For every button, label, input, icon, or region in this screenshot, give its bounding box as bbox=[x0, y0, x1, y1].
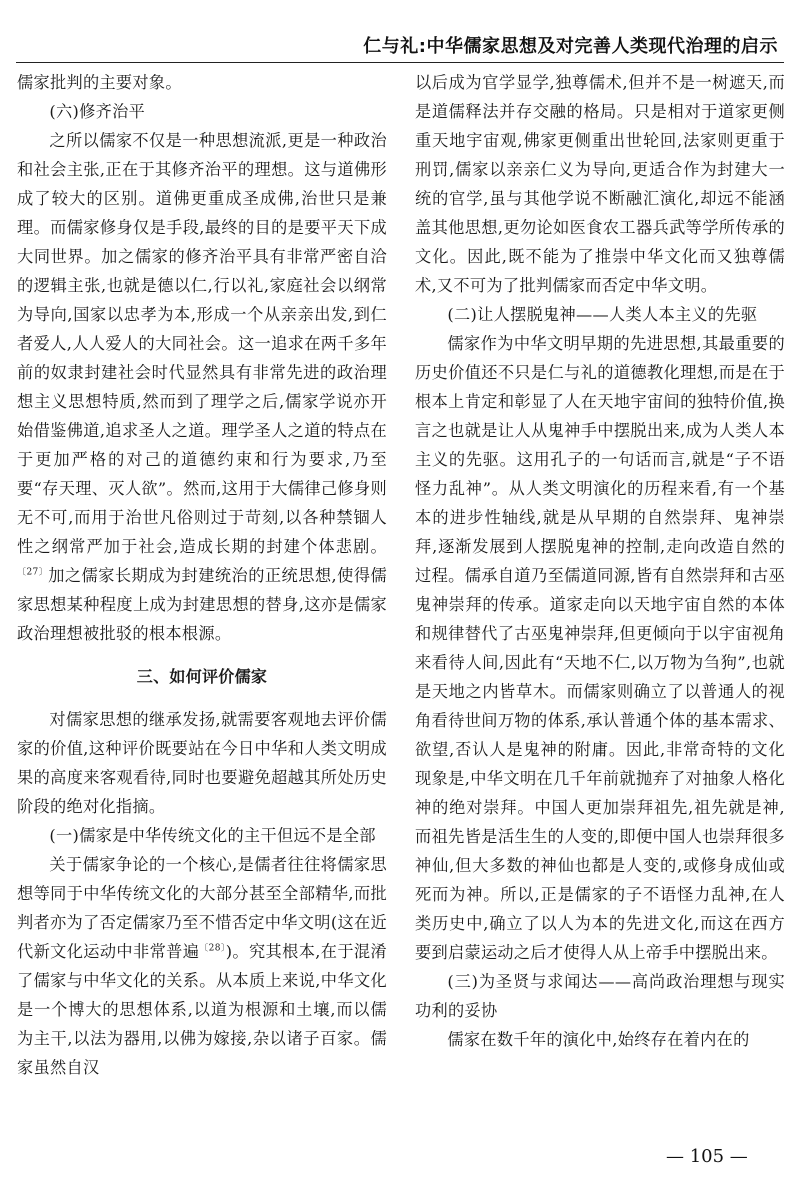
paragraph-text: )。究其根本,在于混淆了儒家与中华文化的关系。从本质上来说,中华文化是一个博大的思想体系,以道为根源和土壤,而以儒为主干,以法为器用,以佛为嫁接,杂以诸子百家。儒家虽然自汉 bbox=[17, 942, 387, 1077]
paragraph bbox=[17, 126, 387, 648]
section-heading: 三、如何评价儒家 bbox=[136, 667, 268, 686]
subsection-title-2: (二)让人摆脱鬼神——人类人本主义的先驱 bbox=[447, 305, 758, 324]
paragraph-continued: 以后成为官学显学,独尊儒术,但并不是一树遮天,而是道儒释法并存交融的格局。只是相对于道家更侧重天地宇宙观,佛家更侧重出世轮回,法家则更重于刑罚,儒家以亲亲仁义为导向,更适合作为封建大一统的官学,虽与其他学说不断融汇演化,却远不能涵盖其他思想,更勿论如医食农工器兵武等学所传承的文化。因此,既不能为了推崇中华文化而又独尊儒术,又不可为了批判儒家而否定中华文明。 bbox=[415, 73, 785, 295]
running-header bbox=[0, 0, 800, 62]
left-column bbox=[17, 68, 387, 1082]
subsection-title-6: (六)修齐治平 bbox=[49, 102, 146, 121]
subsection-title-1: (一)儒家是中华传统文化的主干但远不是全部 bbox=[49, 826, 376, 845]
paragraph-continued: 儒家批判的主要对象。 bbox=[17, 73, 182, 92]
footnote-ref: 〔27〕 bbox=[17, 567, 49, 578]
paragraph: 对儒家思想的继承发扬,就需要客观地去评价儒家的价值,这种评价既要站在今日中华和人类文明成果的高度来客观看待,同时也要避免超越其所处历史阶段的绝对化指摘。 bbox=[17, 710, 387, 816]
running-title: 仁与礼:中华儒家思想及对完善人类现代治理的启示 bbox=[363, 36, 778, 57]
footnote-ref: 〔28〕 bbox=[199, 943, 226, 954]
right-column bbox=[415, 68, 785, 1054]
paragraph bbox=[17, 850, 387, 1082]
paragraph: 儒家在数千年的演化中,始终存在着内在的 bbox=[447, 1030, 750, 1049]
paragraph-text: 加之儒家长期成为封建统治的正统思想,使得儒家思想某种程度上成为封建思想的替身,这亦是儒家政治理想被批驳的根本根源。 bbox=[17, 566, 387, 643]
header-rule bbox=[16, 62, 784, 63]
paragraph-text: 之所以儒家不仅是一种思想流派,更是一种政治和社会主张,正在于其修齐治平的理想。这与道佛形成了较大的区别。道佛更重成圣成佛,治世只是兼理。而儒家修身仅是手段,最终的目的是要平天下成大同世界。加之儒家的修齐治平具有非常严密自洽的逻辑主张,也就是德以仁,行以礼,家庭社会以纲常为导向,国家以忠孝为本,形成一个从亲亲出发,到仁者爱人,人人爱人的大同社会。这一追求在两千多年前的奴隶封建社会时代显然具有非常先进的政治理想主义思想特质,然而到了理学之后,儒家学说亦开始借鉴佛道,追求圣人之道。理学圣人之道的特点在于更加严格的对己的道德约束和行为要求,乃至要“存天理、灭人欲”。然而,这用于大儒律己修身则无不可,而用于治世凡俗则过于苛刻,以各种禁锢人性之纲常严加于社会,造成长期的封建个体悲剧。 bbox=[17, 131, 387, 556]
paragraph-text: 关于儒家争论的一个核心,是儒者往往将儒家思想等同于中华传统文化的大部分甚至全部精华,而批判者亦为了否定儒家乃至不惜否定中华文明(这在近代新文化运动中非常普遍 bbox=[17, 855, 387, 961]
page-number: — 105 — bbox=[666, 1146, 748, 1167]
subsection-title-3: (三)为圣贤与求闻达——高尚政治理想与现实功利的妥协 bbox=[415, 972, 785, 1020]
paragraph: 儒家作为中华文明早期的先进思想,其最重要的历史价值还不只是仁与礼的道德教化理想,而是在于根本上肯定和彰显了人在天地宇宙间的独特价值,换言之也就是让人从鬼神手中摆脱出来,成为人类人本主义的先驱。这用孔子的一句话而言,就是“子不语怪力乱神”。从人类文明演化的历程来看,有一个基本的进步性轴线,就是从早期的自然崇拜、鬼神崇拜,逐渐发展到人摆脱鬼神的控制,走向改造自然的过程。儒承自道乃至儒道同源,皆有自然崇拜和古巫鬼神崇拜的传承。道家走向以天地宇宙自然的本体和规律替代了古巫鬼神崇拜,但更倾向于以宇宙视角来看待人间,因此有“天地不仁,以万物为刍狗”,也就是天地之内皆草木。而儒家则确立了以普通人的视角看待世间万物的体系,承认普通个体的基本需求、欲望,否认人是鬼神的附庸。因此,非常奇特的文化现象是,中华文明在几千年前就抛弃了对抽象人格化神的绝对崇拜。中国人更加崇拜祖先,祖先就是神,而祖先皆是活生生的人变的,即便中国人也崇拜很多神仙,但大多数的神仙也都是人变的,或修身成仙或死而为神。所以,正是儒家的子不语怪力乱神,在人类历史中,确立了以人为本的先进文化,而这在西方要到启蒙运动之后才使得人从上帝手中摆脱出来。 bbox=[415, 334, 785, 962]
